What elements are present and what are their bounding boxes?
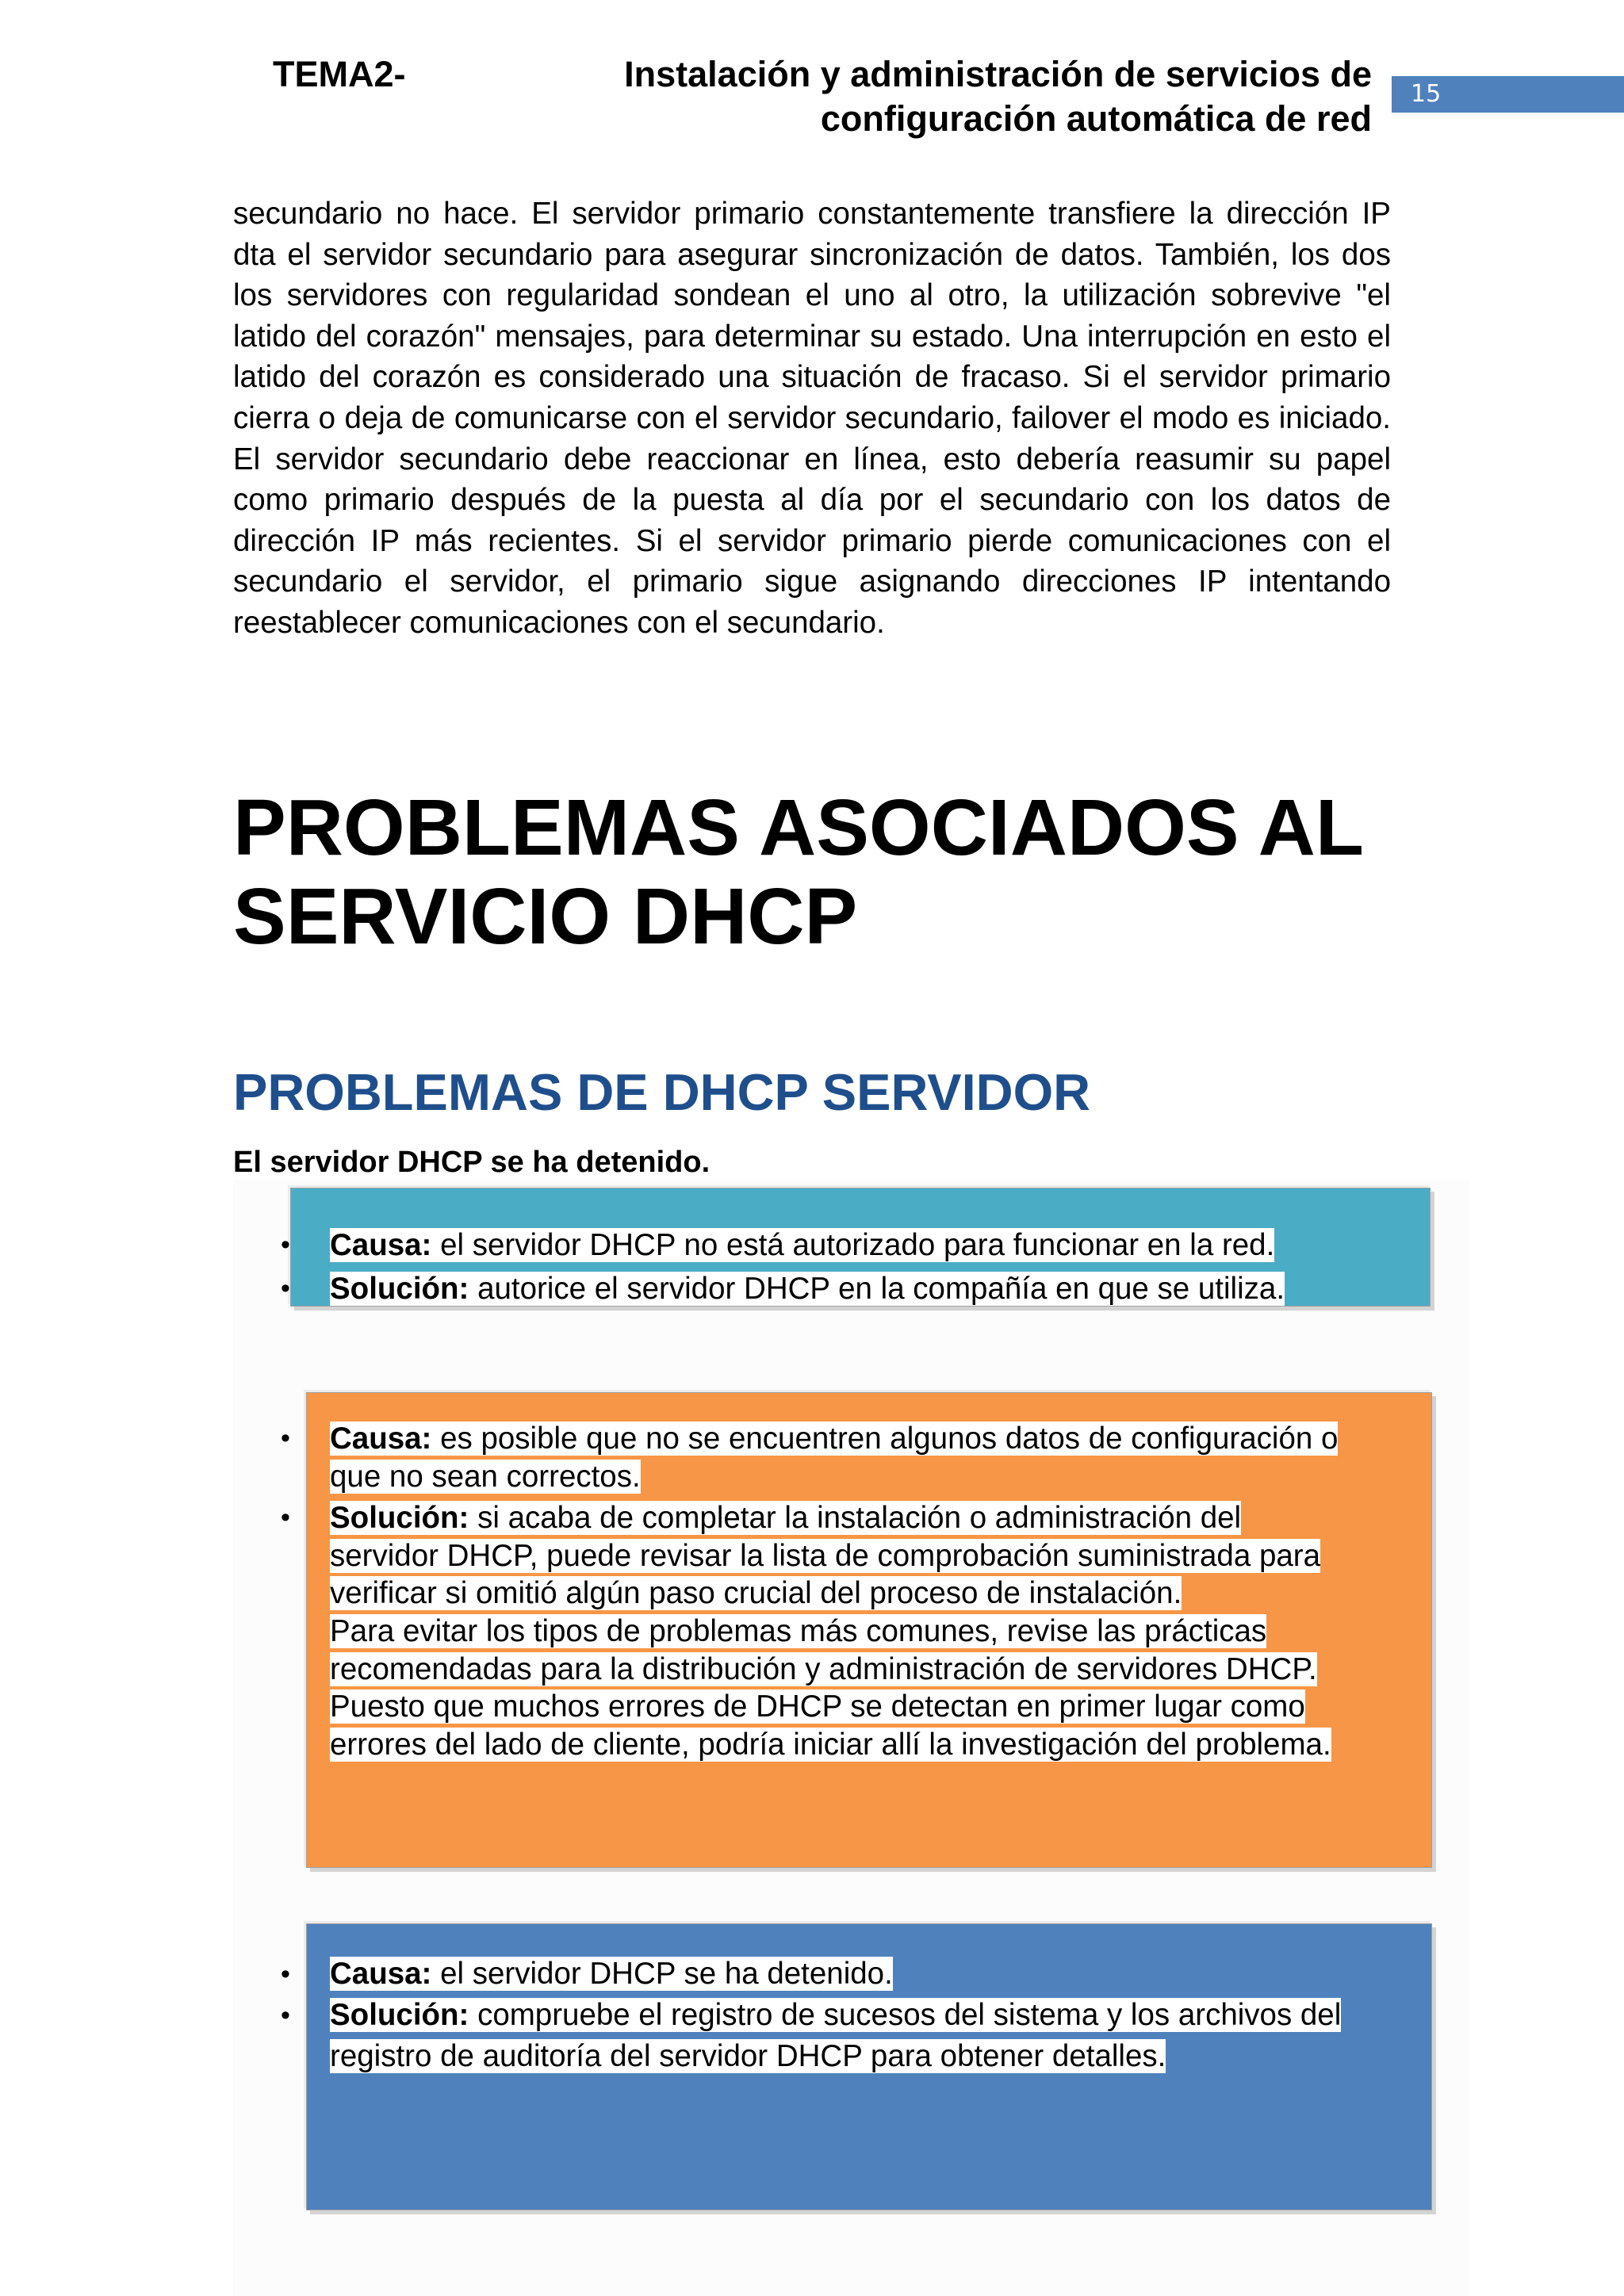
subsection-title: PROBLEMAS DE DHCP SERVIDOR [233,1063,1091,1121]
problem-box-1-list [281,1223,1438,1311]
intro-paragraph: secundario no hace. El servidor primario constantemente transfiere la dirección IP dta el servidor secundario para asegurar sincronización de datos. También, los dos los servidores con regularidad sondean el uno al otro, la utilización sobrevive "el latido del corazón" mensajes, para determinar su estado. Una interrupción en esto el latido del corazón es considerado una situación de fracaso. Si el servidor primario cierra o deja de comunicarse con el servidor secundario, failover el modo es iniciado. El servidor secundario debe reaccionar en línea, esto debería reasumir su papel como primario después de la puesta al día por el secundario con los datos de dirección IP más recientes. Si el servidor primario pierde comunicaciones con el secundario el servidor, el primario sigue asignando direcciones IP intentando reestablecer comunicaciones con el secundario. [233,197,1391,640]
list-item [281,1267,1438,1311]
solution-label: Solución: [330,1501,469,1536]
list-item [281,1499,1345,1763]
list-item [281,1223,1438,1267]
solution-label: Solución: [330,1998,469,2032]
cause-text: es posible que no se encuentren algunos datos de configuración o que no sean correctos. [330,1422,1339,1494]
solution-label: Solución: [330,1272,469,1306]
solution-text-extra-1: Para evitar los tipos de problemas más comunes, revise las prácticas recomendadas para la distribución y administración de servidores DHCP. [330,1613,1317,1686]
solution-text: si acaba de completar la instalación o administración del servidor DHCP, puede revisar la lista de comprobación suministrada para verificar si omitió algún paso crucial del proceso de instalación. [330,1501,1320,1611]
header-title-line1: Instalación y administración de servicios de [624,54,1372,94]
cause-label: Causa: [330,1422,432,1456]
page-number-tab [1392,76,1624,113]
solution-text: compruebe el registro de sucesos del sistema y los archivos del registro de auditoría del servidor DHCP para obtener detalles. [330,1998,1342,2073]
section-title: PROBLEMAS ASOCIADOS AL SERVICIO DHCP [233,783,1363,961]
problem-heading: El servidor DHCP se ha detenido. [233,1146,710,1179]
list-item [281,1995,1440,2077]
solution-text-extra-2: Puesto que muchos errores de DHCP se detectan en primer lugar como errores del lado de cliente, podría iniciar allí la investigación del problema. [330,1689,1331,1762]
problem-box-2-list [281,1420,1438,1763]
header-title [420,52,1372,141]
header-chapter: TEMA2- [273,54,406,94]
header-title-line2: configuración automática de red [820,98,1372,139]
list-item [281,1420,1385,1495]
cause-label: Causa: [330,1228,432,1262]
cause-text: el servidor DHCP se ha detenido. [431,1957,893,1991]
page-number: 15 [1411,80,1442,108]
cause-text: el servidor DHCP no está autorizado para funcionar en la red. [431,1228,1275,1262]
list-item [281,1954,1438,1995]
solution-text: autorice el servidor DHCP en la compañía en que se utiliza. [469,1272,1285,1306]
problem-box-3-list [281,1954,1438,2077]
cause-label: Causa: [330,1957,432,1991]
